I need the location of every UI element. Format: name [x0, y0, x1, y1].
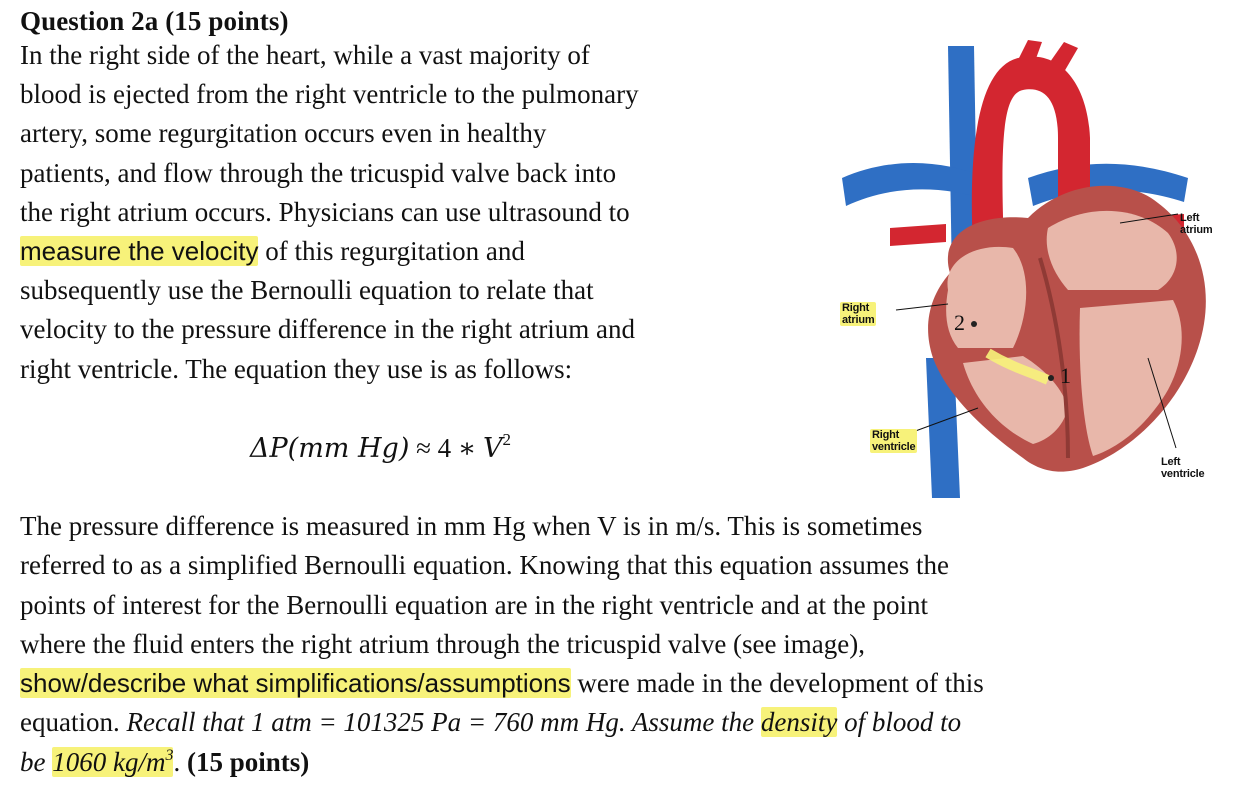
text-line: artery, some regurgitation occurs even in healthy	[20, 118, 547, 149]
text-line: subsequently use the Bernoulli equation to relate that	[20, 275, 594, 306]
highlight-density-value	[52, 747, 173, 777]
text-line: where the fluid enters the right atrium through the tricuspid valve (see image),	[20, 628, 865, 659]
density-value: 1060 kg/m	[52, 746, 166, 777]
text-line: right ventricle. The equation they use is as follows:	[20, 353, 573, 384]
label-line: ventricle	[1161, 468, 1205, 480]
heart-illustration	[828, 28, 1236, 498]
text-line: velocity to the pressure difference in the right atrium and	[20, 314, 636, 345]
point-2-marker: 2	[954, 310, 965, 335]
text-fragment: were made in the development of this	[570, 668, 984, 699]
text-line: The pressure difference is measured in mm Hg when V is in m/s. This is sometimes	[20, 511, 923, 541]
text-line	[20, 703, 1230, 742]
equation-exponent: 2	[502, 430, 512, 449]
equation-lhs: ΔP(mm Hg)	[250, 433, 410, 464]
text-fragment: .	[173, 746, 187, 777]
label-right-ventricle	[870, 429, 917, 453]
density-exponent: 3	[165, 746, 174, 764]
highlight-simplifications: show/describe what simplifications/assumptions	[20, 668, 571, 699]
equation-v: V	[483, 433, 503, 464]
label-line: Left	[1161, 456, 1181, 468]
text-line	[20, 743, 1230, 782]
label-line: Right	[842, 302, 870, 314]
label-line: Right	[872, 429, 900, 441]
text-line: referred to as a simplified Bernoulli equation. Knowing that this equation assumes the	[20, 550, 950, 581]
label-line: atrium	[842, 314, 875, 326]
intro-paragraph	[20, 36, 820, 389]
text-fragment: equation.	[20, 707, 127, 738]
equation-approx: ≈ 4 ∗	[409, 433, 484, 463]
text-fragment: be	[20, 746, 53, 777]
text-line	[20, 664, 1230, 703]
text-line: blood is ejected from the right ventricle to the pulmonary	[20, 79, 639, 110]
text-fragment: of this regurgitation and	[258, 236, 525, 267]
label-right-atrium	[840, 302, 876, 326]
points-label: (15 points)	[186, 746, 310, 777]
text-line	[20, 232, 820, 271]
point-1-marker: 1	[1060, 363, 1071, 388]
question-title: Question 2a (15 points)	[20, 6, 289, 36]
point-2-dot	[971, 321, 977, 327]
heart-diagram	[828, 28, 1236, 498]
label-left-atrium	[1180, 212, 1212, 236]
recall-text: of blood to	[837, 707, 962, 738]
text-line: points of interest for the Bernoulli equation are in the right ventricle and at the point	[20, 589, 928, 620]
point-1-dot	[1048, 375, 1054, 381]
question-paragraph	[20, 507, 1230, 782]
label-line: ventricle	[872, 441, 916, 453]
label-line: Left	[1180, 212, 1200, 224]
text-line: the right atrium occurs. Physicians can use ultrasound to	[20, 196, 630, 227]
text-line: In the right side of the heart, while a vast majority of	[20, 40, 590, 70]
left-ventricle-chamber	[1080, 300, 1182, 456]
pulmonary-vein-left	[890, 224, 946, 246]
highlight-density: density	[760, 707, 838, 738]
text-line: patients, and flow through the tricuspid valve back into	[20, 157, 617, 188]
bernoulli-equation	[250, 430, 511, 464]
label-line: atrium	[1180, 224, 1213, 236]
highlight-measure-velocity: measure the velocity	[20, 236, 259, 267]
recall-text: Recall that 1 atm = 101325 Pa = 760 mm Hg. Assume the	[126, 707, 761, 738]
label-left-ventricle	[1161, 456, 1204, 480]
